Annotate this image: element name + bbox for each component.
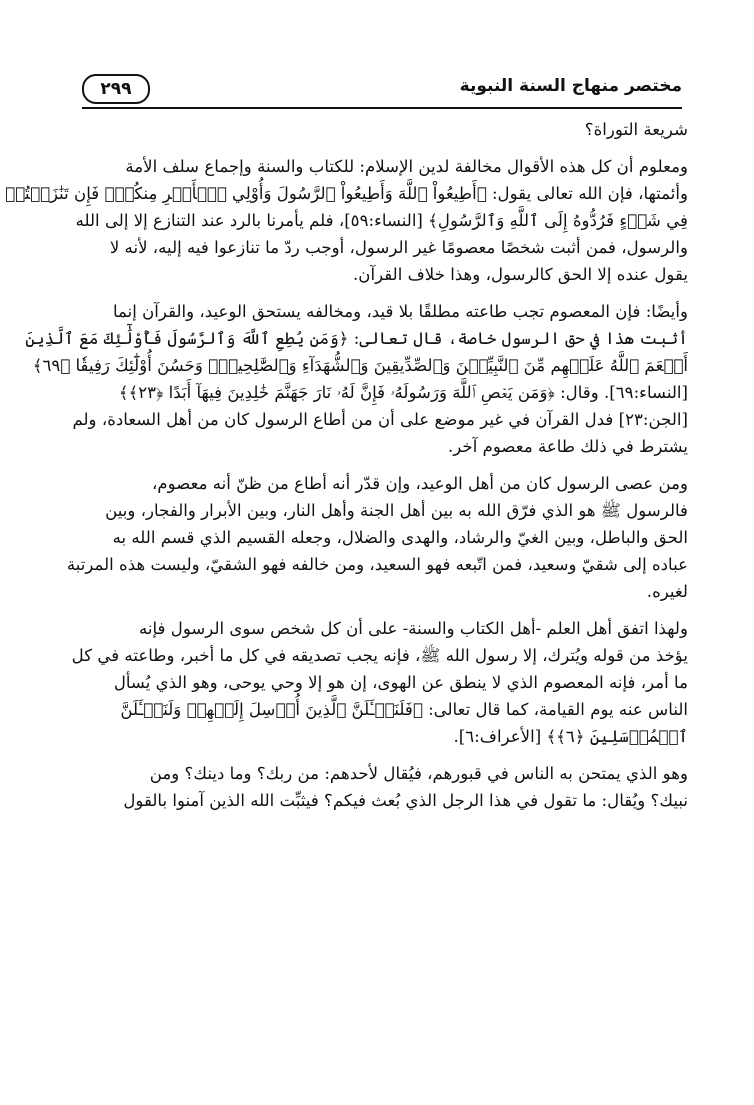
- text-line: فِي شَيۡءٍ فَرُدُّوهُ إِلَى ٱللَّهِ وَٱلرَّسُولِ﴾ [النساء:٥٩]، فلم يأمرنا بالرد عند التنازع إلا إلى الله: [75, 211, 688, 230]
- header-rule: [82, 107, 682, 109]
- text-line: ٱلۡمُرۡسَلِينَ ﴿٦﴾﴾ [الأعراف:٦].: [453, 727, 688, 746]
- text-line: أَنۡعَمَ ٱللَّهُ عَلَيۡهِم مِّنَ ٱلنَّبِيِّـۧنَ وَٱلصِّدِّيقِينَ وَٱلشُّهَدَآءِ وَٱلصَّٰلِحِينَۚ وَحَسُنَ أُوْلَٰٓئِكَ رَفِيقٗا ﴿٦٩﴾: [32, 356, 688, 375]
- text-line: والرسول، فمن أثبت شخصًا معصومًا غير الرسول، أوجب ردّ ما تنازعوا فيه إليه، لأنه لا: [109, 238, 688, 257]
- text-line: يؤخذ من قوله ويُترك، إلا رسول الله ﷺ، فإنه يجب تصديقه في كل ما أخبر، وطاعته في كل: [71, 646, 688, 665]
- text-line: وأئمتها، فإن الله تعالى يقول: ﴿أَطِيعُواْ ٱللَّهَ وَأَطِيعُواْ ٱلرَّسُولَ وَأُوْلِي ٱلۡأَمۡرِ مِنكُمۡۖ فَإِن تَنَٰزَعۡتُمۡ: [5, 184, 688, 203]
- body-text: [5, 116, 688, 814]
- text-line: [الجن:٢٣] فدل القرآن في غير موضع على أن من أطاع الرسول كان من أهل السعادة، ولم: [72, 410, 688, 429]
- text-line: فالرسول ﷺ هو الذي فرّق الله به بين أهل الجنة وأهل النار، وبين الأبرار والفجار، وبين: [105, 501, 688, 520]
- text-line: لغيره.: [646, 582, 688, 601]
- text-line: ومعلوم أن كل هذه الأقوال مخالفة لدين الإسلام: للكتاب والسنة وإجماع سلف الأمة: [125, 157, 688, 176]
- text-line: عباده إلى شقيّ وسعيد، فمن اتّبعه فهو السعيد، ومن خالفه فهو الشقيّ، وليست هذه المرتبة: [66, 555, 688, 574]
- text-line: وأيضًا: فإن المعصوم تجب طاعته مطلقًا بلا قيد، ومخالفه يستحق الوعيد، والقرآن إنما: [112, 302, 688, 321]
- page-number: ٢٩٩: [82, 74, 150, 104]
- text-line: [النساء:٦٩]. وقال: ﴿وَمَن يَعۡصِ ٱللَّهَ وَرَسُولَهُۥ فَإِنَّ لَهُۥ نَارَ جَهَنَّمَ خَٰلِدِينَ فِيهَآ أَبَدًا ﴿٢٣﴾﴾: [118, 383, 688, 402]
- text-line: يشترط في ذلك طاعة معصوم آخر.: [448, 437, 688, 456]
- text-line: أثبت هذا في حق الرسول خاصة، قال تعالى: ﴿وَمَن يُطِعِ ٱللَّهَ وَٱلرَّسُولَ فَأُوْلَٰٓئِكَ مَعَ ٱلَّذِينَ: [25, 329, 688, 348]
- book-title: مختصر منهاج السنة النبوية: [459, 76, 682, 96]
- text-line: وهو الذي يمتحن به الناس في قبورهم، فيُقال لأحدهم: من ربك؟ وما دينك؟ ومن: [149, 764, 688, 783]
- text-line: شريعة التوراة؟: [584, 120, 688, 139]
- text-line: يقول عنده إلا الحق كالرسول، وهذا خلاف القرآن.: [353, 265, 688, 284]
- text-line: ومن عصى الرسول كان من أهل الوعيد، وإن قدّر أنه أطاع من ظنّ أنه معصوم،: [152, 474, 688, 493]
- text-line: ما أمر، فإنه المعصوم الذي لا ينطق عن الهوى، إن هو إلا وحي يوحى، وهو الذي يُسأل: [113, 673, 688, 692]
- text-line: نبيك؟ ويُقال: ما تقول في هذا الرجل الذي بُعث فيكم؟ فيثبِّت الله الذين آمنوا بالقول: [123, 791, 688, 810]
- text-line: الناس عنه يوم القيامة، كما قال تعالى: ﴿فَلَنَسۡـَٔلَنَّ ٱلَّذِينَ أُرۡسِلَ إِلَيۡهِمۡ وَلَنَسۡـَٔلَنَّ: [120, 700, 688, 719]
- page-header: [82, 72, 682, 108]
- text-line: ولهذا اتفق أهل العلم -أهل الكتاب والسنة- على أن كل شخص سوى الرسول فإنه: [138, 619, 688, 638]
- text-line: الحق والباطل، وبين الغيّ والرشاد، والهدى والضلال، وجعله القسيم الذي قسم الله به: [112, 528, 688, 547]
